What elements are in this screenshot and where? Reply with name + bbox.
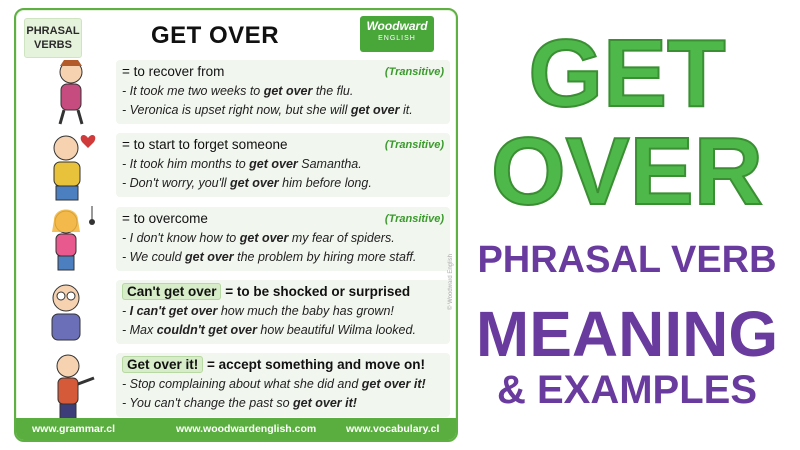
example-text: -: [122, 304, 130, 318]
example-text: - Stop complaining about what she did and: [122, 377, 362, 391]
example-text: - I don't know how to: [122, 231, 240, 245]
example-phrase: couldn't get over: [156, 323, 257, 337]
example-sentence: [122, 323, 416, 337]
tag-line-1: PHRASAL: [26, 25, 80, 37]
example-text: - It took me two weeks to: [122, 84, 264, 98]
meaning-text: = accept something and move on!: [203, 357, 425, 372]
example-phrase: get over: [230, 176, 279, 190]
example-text: Samantha.: [297, 157, 362, 171]
example-phrase: get over it!: [293, 396, 357, 410]
entry-recover: [116, 60, 450, 124]
footer-link-grammar[interactable]: www.grammar.cl: [32, 423, 116, 435]
example-sentence: [122, 176, 372, 190]
sick-person-illustration: [36, 56, 106, 126]
entry-meaning: = to overcome: [122, 211, 208, 226]
footer-link-vocabulary[interactable]: www.vocabulary.cl: [346, 423, 440, 435]
example-text: my fear of spiders.: [288, 231, 395, 245]
example-sentence: [122, 396, 357, 410]
example-sentence: [122, 84, 353, 98]
headline-examples: & EXAMPLES: [496, 368, 758, 412]
example-sentence: [122, 231, 395, 245]
example-text: the problem by hiring more staff.: [233, 250, 417, 264]
example-sentence: [122, 250, 416, 264]
logo-subtext: ENGLISH: [378, 35, 416, 42]
phrasal-verbs-tag: [24, 18, 82, 58]
surprised-man-illustration: [36, 280, 106, 350]
example-phrase: get over: [263, 84, 313, 98]
example-sentence: [122, 157, 362, 171]
entry-meaning: = to start to forget someone: [122, 137, 288, 152]
example-phrase: get over: [239, 231, 289, 245]
footer-bar: [16, 418, 456, 440]
pointing-man-illustration: [36, 352, 106, 424]
example-text: the flu.: [312, 84, 354, 98]
example-text: how much the baby has grown!: [217, 304, 394, 318]
example-phrase: get over: [249, 157, 298, 171]
entry-meaning: [122, 284, 410, 299]
example-text: - Veronica is upset right now, but she will: [122, 103, 351, 117]
entry-meaning: = to recover from: [122, 64, 225, 79]
entry-forget-someone: [116, 133, 450, 197]
example-sentence: [122, 103, 413, 117]
example-text: how beautiful Wilma looked.: [256, 323, 416, 337]
example-phrase: get over: [350, 103, 400, 117]
transitive-label: (Transitive): [384, 139, 444, 151]
headline-meaning: MEANING: [475, 298, 779, 370]
headline-over: OVER: [490, 118, 764, 225]
example-phrase: get over: [185, 250, 234, 264]
logo-text: Woodward: [366, 19, 428, 33]
card-title: GET OVER: [151, 22, 280, 49]
example-text: - You can't change the past so: [122, 396, 294, 410]
entry-meaning: [122, 357, 425, 372]
example-phrase: I can't get over: [129, 304, 218, 318]
scared-girl-illustration: [36, 206, 106, 278]
heartbroken-man-illustration: [36, 132, 106, 204]
headline-phrasal-verb: PHRASAL VERB: [477, 239, 777, 281]
phrase-highlight: Can't get over: [122, 283, 221, 300]
example-phrase: get over it!: [361, 377, 426, 391]
transitive-label: (Transitive): [384, 66, 444, 78]
phrase-highlight: Get over it!: [122, 356, 203, 373]
headline-get: GET: [528, 20, 726, 127]
footer-link-woodward[interactable]: www.woodwardenglish.com: [176, 423, 317, 435]
copyright-notice: © Woodward English: [448, 253, 454, 310]
example-text: him before long.: [278, 176, 372, 190]
example-text: - It took him months to: [122, 157, 250, 171]
phrasal-verb-card: [14, 8, 458, 442]
entry-cant-get-over: [116, 280, 450, 344]
example-sentence: [122, 304, 394, 318]
example-sentence: [122, 377, 426, 391]
transitive-label: (Transitive): [384, 213, 444, 225]
tag-line-2: VERBS: [34, 39, 72, 51]
example-text: it.: [399, 103, 413, 117]
woodward-logo: [360, 16, 434, 52]
example-text: - Don't worry, you'll: [122, 176, 231, 190]
entry-overcome: [116, 207, 450, 271]
example-text: - We could: [122, 250, 185, 264]
meaning-text: = to be shocked or surprised: [221, 284, 411, 299]
example-text: - Max: [122, 323, 157, 337]
entry-get-over-it: [116, 353, 450, 417]
